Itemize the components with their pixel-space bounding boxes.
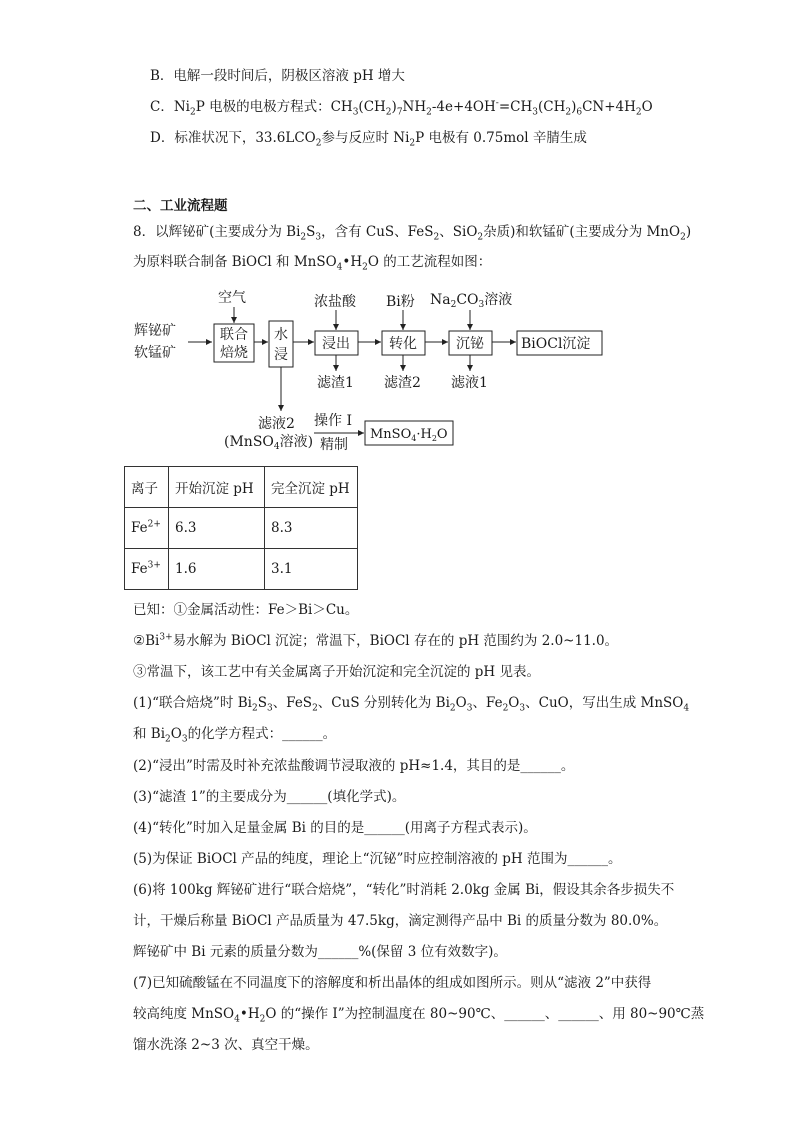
known-text: ②Bi [133, 633, 160, 649]
question-text: •H [342, 254, 363, 270]
option-b-text: B．电解一段时间后，阴极区溶液 pH 增大 [150, 68, 405, 84]
option-c-text: C．Ni [150, 99, 190, 115]
sub-question-7-line-1: (7)已知硫酸锰在不同温度下的溶解度和析出晶体的组成如图所示。则从“滤液 2”中获得 [133, 975, 652, 991]
sub-question-text: 、CuO，写出生成 MnSO [525, 695, 684, 711]
sub-question-3: (3)“滤渣 1”的主要成分为______(填化学式)。 [133, 789, 406, 805]
option-d-text: D．标准状况下，33.6LCO [150, 130, 316, 146]
sub-question-1-cont: 和 $Bi_2O_3$的化学方程式：______。 [133, 726, 337, 745]
question-line-2: 为原料联合制备 BiOCl 和 $MnSO_4•H_2O$ 的工艺流程如图： [133, 254, 492, 273]
known-1: 已知：①金属活动性：Fe＞Bi＞Cu。 [133, 602, 359, 618]
flow-bi-powder: Bi粉 [386, 294, 415, 310]
sub-question-text: 较高纯度 MnSO [133, 1006, 235, 1022]
sub-question-text: O 的“操作 I”为控制温度在 80~90℃、______、______、用 80~90℃蒸 [265, 1006, 705, 1022]
sub-question-4: (4)“转化”时加入足量金属 Bi 的目的是______(用离子方程式表示)。 [133, 820, 537, 836]
flow-water-2: 浸 [274, 347, 288, 363]
table-header-row [125, 467, 358, 508]
table-cell: 8.3 [265, 508, 358, 549]
option-b [150, 66, 405, 86]
question-text: 8．以辉铋矿(主要成分为 Bi [133, 224, 301, 240]
table-header: 开始沉淀 pH [169, 467, 265, 508]
flow-leach: 浸出 [322, 336, 350, 352]
sub-question-6-line-1: (6)将 100kg 辉铋矿进行“联合焙烧”，“转化”时消耗 2.0kg 金属 Bi，假设其余各步损失不 [133, 882, 675, 898]
flow-roast-2: 焙烧 [220, 345, 248, 361]
table-cell: 1.6 [169, 549, 265, 590]
table-cell-ion: $Fe^{3+}$ [125, 549, 169, 590]
flow-air: 空气 [218, 290, 246, 306]
flow-op1: 操作 I [314, 413, 352, 429]
table-header: 离子 [125, 467, 169, 508]
flow-final: $MnSO_4\cdot H_2O$ [370, 427, 448, 443]
option-c-text: P 电极的电极方程式：CH [195, 99, 353, 115]
option-d-text: P 电极有 0.75mol 辛腈生成 [415, 130, 587, 146]
flow-filtrate-1: 滤液1 [451, 375, 488, 391]
sub-question-text: 的化学方程式：______。 [187, 726, 337, 742]
flow-precip: 沉铋 [456, 336, 484, 352]
option-c-text: -4e+4OH [431, 99, 496, 115]
known-3: ③常温下，该工艺中有关金属离子开始沉淀和完全沉淀的 pH 见表。 [133, 664, 540, 680]
flow-water-1: 水 [274, 327, 288, 343]
sub-question-text: •H [239, 1006, 260, 1022]
sub-question-6-line-2: 计，干燥后称量 BiOCl 产品质量为 47.5kg，滴定测得产品中 Bi 的质量分数为 80.0%。 [133, 913, 668, 929]
sub-question-6-line-3: 辉铋矿中 Bi 元素的质量分数为______%(保留 3 位有效数字)。 [133, 944, 507, 960]
sub-question-text: (1)“联合焙烧”时 Bi [133, 695, 252, 711]
option-d: D．标准状况下，$33.6LCO_2$参与反应时 $Ni_2P$ 电极有 0.75mol 辛腈生成 [150, 130, 587, 149]
option-c-text: NH [402, 99, 427, 115]
flow-filtrate-2: 滤液2 [258, 416, 295, 432]
table-cell-ion: $Fe^{2+}$ [125, 508, 169, 549]
sub-question-text: 、FeS [272, 695, 313, 711]
table-row [125, 508, 358, 549]
table-row [125, 549, 358, 590]
flow-residue-1: 滤渣1 [317, 375, 354, 391]
question-text: ，含有 CuS、FeS [321, 224, 434, 240]
option-c: C．$Ni_2P$ 电极的电极方程式：$CH_3(CH_2)_7NH_2-4e+4OH^-=CH_3(CH_2)_6CN+4H_2O$ [150, 98, 653, 118]
sub-question-text: 、Fe [472, 695, 503, 711]
ion-ph-table [124, 466, 358, 590]
known-2: $②Bi^{3+}$易水解为 BiOCl 沉淀；常温下，BiOCl 存在的 pH 范围约为 2.0~11.0。 [133, 632, 619, 649]
sub-question-5: (5)为保证 BiOCl 产品的纯度，理论上“沉铋”时应控制溶液的 pH 范围为______。 [133, 851, 622, 867]
option-c-text: =CH [498, 99, 533, 115]
section-title: 二、工业流程题 [133, 198, 228, 214]
sub-question-1: (1)“联合焙烧”时 $Bi_2S_3$、FeS$_2$、CuS 分别转化为 $Bi_2O_3$、$Fe_2O_3$、CuO，写出生成 MnSO$_4$ [133, 695, 690, 714]
question-text: O 的工艺流程如图： [367, 254, 492, 270]
sub-question-text: 、CuS 分别转化为 Bi [317, 695, 450, 711]
flow-hcl: 浓盐酸 [314, 294, 356, 310]
question-line-1: 8．以辉铋矿(主要成分为 $Bi_2S_3$，含有 CuS、FeS$_2$、SiO$_2$杂质)和软锰矿(主要成分为 MnO$_2$) [133, 224, 692, 243]
sub-question-2: (2)“浸出”时需及时补充浓盐酸调节浸取液的 pH≈1.4，其目的是______。 [133, 758, 575, 774]
flow-residue-2: 滤渣2 [384, 375, 421, 391]
option-d-text: 参与反应时 Ni [321, 130, 410, 146]
option-c-text: O [641, 99, 653, 115]
table-cell: 6.3 [169, 508, 265, 549]
option-c-text: CN+4H [582, 99, 636, 115]
flow-raw-2: 软锰矿 [134, 345, 176, 361]
sub-question-text: 和 Bi [133, 726, 166, 742]
process-flow-diagram [130, 285, 610, 455]
question-text: ) [685, 224, 692, 240]
sub-question-7-line-3: 馏水洗涤 2~3 次、真空干燥。 [133, 1037, 319, 1053]
question-text: 、SiO [439, 224, 478, 240]
question-text: 为原料联合制备 BiOCl 和 MnSO [133, 254, 337, 270]
table-header: 完全沉淀 pH [265, 467, 358, 508]
flow-na2co3: $Na_2CO_3$溶液 [430, 292, 513, 310]
question-text: 杂质)和软锰矿(主要成分为 MnO [483, 224, 681, 240]
flow-raw-1: 辉铋矿 [134, 323, 176, 339]
flow-mnso4-solution: (MnSO$_4$溶液) [224, 434, 314, 452]
flow-convert: 转化 [389, 336, 417, 352]
sub-question-7-line-2: 较高纯度 $MnSO_4•H_2O$ 的“操作 I”为控制温度在 80~90℃、______、______、用 80~90℃蒸 [133, 1006, 705, 1025]
flow-refine: 精制 [320, 437, 348, 453]
flow-product: BiOCl沉淀 [521, 336, 591, 352]
table-cell: 3.1 [265, 549, 358, 590]
known-text: 易水解为 BiOCl 沉淀；常温下，BiOCl 存在的 pH 范围约为 2.0~11.0。 [172, 633, 619, 649]
flow-roast-1: 联合 [220, 327, 248, 343]
